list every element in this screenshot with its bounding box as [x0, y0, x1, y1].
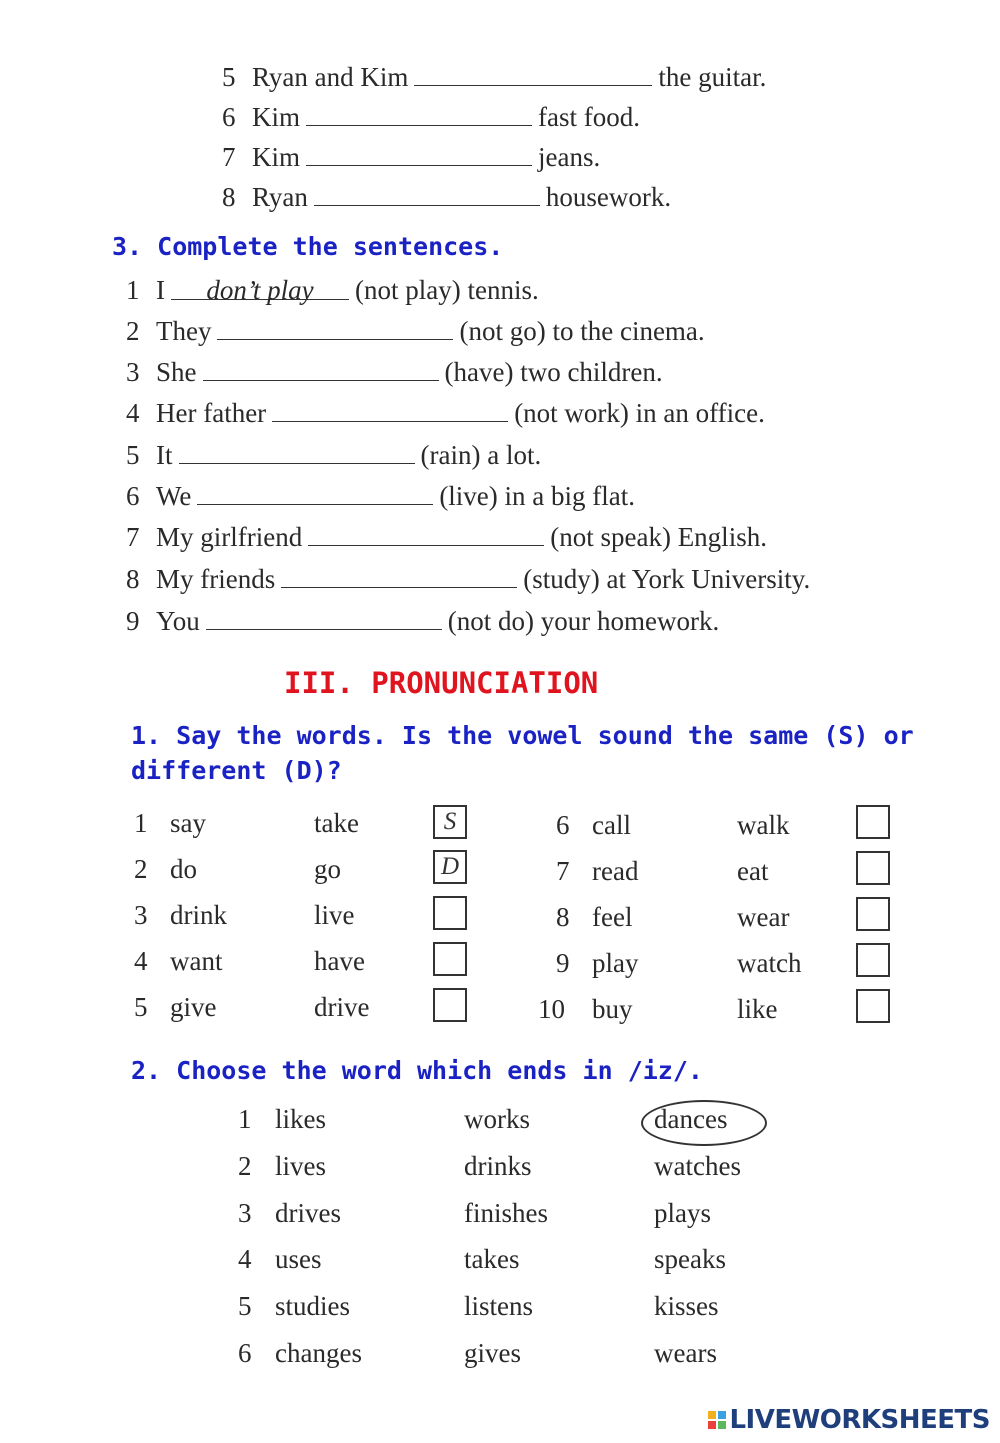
pron2-row-2: [238, 1151, 741, 1182]
pron2-row-4: [238, 1244, 726, 1275]
sentence-end: (not speak) English.: [550, 522, 767, 552]
pron2-row-3: [238, 1198, 711, 1229]
answer-blank[interactable]: [306, 103, 532, 126]
item-number: 4: [134, 946, 148, 976]
answer-blank[interactable]: [203, 358, 439, 381]
pron1-title-line1: 1. Say the words. Is the vowel sound the same (S) or: [131, 721, 914, 750]
sentence-start: We: [156, 481, 192, 511]
prev-item-7: [222, 142, 600, 173]
option-a[interactable]: drives: [275, 1198, 341, 1228]
sentence-start: I: [156, 275, 165, 305]
item-number: 10: [538, 994, 565, 1024]
word-1: drink: [170, 900, 227, 930]
sentence-end: (live) in a big flat.: [439, 481, 635, 511]
option-a[interactable]: studies: [275, 1291, 351, 1321]
pron1-title-line2: different (D)?: [131, 756, 342, 785]
pron2-row-1: [238, 1104, 728, 1135]
answer-blank[interactable]: [308, 523, 544, 546]
sentence-end: housework.: [545, 182, 672, 212]
option-a[interactable]: likes: [275, 1104, 326, 1134]
sentence-start: Ryan: [252, 182, 308, 212]
answer-blank[interactable]: [217, 317, 453, 340]
word-2: go: [314, 854, 341, 884]
option-b[interactable]: works: [464, 1104, 530, 1134]
prev-item-5: [222, 62, 766, 93]
answer-blank[interactable]: [414, 63, 652, 86]
pron1-row-5: [134, 992, 370, 1023]
item-number: 5: [134, 992, 148, 1022]
answer-box[interactable]: [856, 897, 890, 931]
item-number: 8: [556, 902, 570, 932]
item-number: 6: [556, 810, 570, 840]
pron1-row-3: [134, 900, 355, 931]
word-1: do: [170, 854, 197, 884]
word-1: call: [592, 810, 631, 840]
word-1: want: [170, 946, 223, 976]
item-number: 6: [126, 481, 140, 511]
logo-grid-icon: [708, 1411, 726, 1429]
word-2: wear: [737, 902, 790, 932]
word-2: take: [314, 808, 359, 838]
ex3-item-3: [126, 357, 663, 388]
sentence-start: My friends: [156, 564, 276, 594]
pron1-row-9: [556, 948, 802, 979]
ex3-item-2: [126, 316, 705, 347]
item-number: 3: [126, 357, 140, 387]
sentence-end: (not go) to the cinema.: [459, 316, 705, 346]
item-number: 8: [126, 564, 140, 594]
section-title: III. PRONUNCIATION: [284, 666, 599, 700]
item-number: 5: [222, 62, 236, 92]
pron2-title: 2. Choose the word which ends in /iz/.: [131, 1056, 703, 1085]
option-c[interactable]: kisses: [654, 1291, 719, 1321]
item-number: 5: [126, 440, 140, 470]
liveworksheets-logo: [708, 1405, 990, 1435]
pron1-row-4: [134, 946, 365, 977]
logo-text: LIVEWORKSHEETS: [729, 1405, 990, 1435]
sentence-end: the guitar.: [658, 62, 767, 92]
pron2-row-6: [238, 1338, 717, 1369]
item-number: 1: [134, 808, 148, 838]
sentence-start: You: [156, 606, 200, 636]
ex3-item-6: [126, 481, 635, 512]
word-1: buy: [592, 994, 633, 1024]
answer-blank[interactable]: [272, 399, 508, 422]
word-2: live: [314, 900, 355, 930]
item-number: 2: [126, 316, 140, 346]
option-b[interactable]: finishes: [464, 1198, 548, 1228]
answer-box[interactable]: [433, 896, 467, 930]
answer-box: D: [433, 850, 467, 884]
answer-blank[interactable]: [206, 607, 442, 630]
sentence-start: Kim: [252, 102, 301, 132]
ex3-item-5: [126, 440, 541, 471]
option-b[interactable]: drinks: [464, 1151, 532, 1181]
word-2: drive: [314, 992, 370, 1022]
option-a[interactable]: changes: [275, 1338, 362, 1368]
item-number: 6: [238, 1338, 252, 1368]
sentence-end: (rain) a lot.: [420, 440, 542, 470]
sentence-start: Her father: [156, 398, 267, 428]
answer-box[interactable]: [856, 943, 890, 977]
item-number: 3: [134, 900, 148, 930]
answer-box[interactable]: [856, 805, 890, 839]
word-1: read: [592, 856, 639, 886]
pron1-row-10: [538, 994, 778, 1025]
item-number: 1: [126, 275, 140, 305]
item-number: 2: [134, 854, 148, 884]
word-2: eat: [737, 856, 769, 886]
pron1-row-2: [134, 854, 341, 885]
option-b[interactable]: gives: [464, 1338, 521, 1368]
word-1: feel: [592, 902, 633, 932]
answer-blank[interactable]: [314, 183, 540, 206]
sentence-end: jeans.: [538, 142, 601, 172]
item-number: 8: [222, 182, 236, 212]
item-number: 4: [238, 1244, 252, 1274]
word-2: watch: [737, 948, 802, 978]
answer-example: don’t play: [171, 275, 349, 300]
pron1-row-8: [556, 902, 790, 933]
word-2: have: [314, 946, 365, 976]
pron1-row-7: [556, 856, 769, 887]
pron1-row-1: [134, 808, 359, 839]
item-number: 7: [556, 856, 570, 886]
sentence-start: Ryan and Kim: [252, 62, 409, 92]
sentence-start: It: [156, 440, 173, 470]
sentence-start: Kim: [252, 142, 301, 172]
answer-blank[interactable]: [179, 441, 415, 464]
word-1: say: [170, 808, 206, 838]
answer-blank[interactable]: [281, 565, 517, 588]
option-c[interactable]: watches: [654, 1151, 741, 1181]
answer-box[interactable]: [856, 989, 890, 1023]
word-2: walk: [737, 810, 790, 840]
item-number: 4: [126, 398, 140, 428]
prev-item-6: [222, 102, 640, 133]
item-number: 5: [238, 1291, 252, 1321]
ex3-title: 3. Complete the sentences.: [112, 232, 504, 261]
option-c[interactable]: dances: [654, 1104, 728, 1134]
sentence-start: She: [156, 357, 197, 387]
ex3-item-8: [126, 564, 810, 595]
item-number: 3: [238, 1198, 252, 1228]
word-1: give: [170, 992, 217, 1022]
sentence-end: (have) two children.: [444, 357, 663, 387]
option-a[interactable]: lives: [275, 1151, 326, 1181]
answer-box[interactable]: [856, 851, 890, 885]
sentence-end: (study) at York University.: [523, 564, 811, 594]
sentence-end: (not do) your homework.: [447, 606, 720, 636]
item-number: 2: [238, 1151, 252, 1181]
pron1-row-6: [556, 810, 790, 841]
item-number: 9: [126, 606, 140, 636]
item-number: 6: [222, 102, 236, 132]
option-c[interactable]: plays: [654, 1198, 711, 1228]
option-c[interactable]: speaks: [654, 1244, 726, 1274]
answer-blank[interactable]: [306, 143, 532, 166]
ex3-item-1: [126, 275, 539, 306]
option-c[interactable]: wears: [654, 1338, 717, 1368]
answer-blank[interactable]: [197, 482, 433, 505]
ex3-item-7: [126, 522, 767, 553]
sentence-start: My girlfriend: [156, 522, 303, 552]
item-number: 7: [126, 522, 140, 552]
sentence-end: fast food.: [538, 102, 640, 132]
sentence-start: They: [156, 316, 212, 346]
ex3-item-4: [126, 398, 765, 429]
answer-box[interactable]: [433, 942, 467, 976]
prev-item-8: [222, 182, 671, 213]
option-a[interactable]: uses: [275, 1244, 322, 1274]
word-1: play: [592, 948, 639, 978]
option-b[interactable]: takes: [464, 1244, 520, 1274]
item-number: 9: [556, 948, 570, 978]
answer-box[interactable]: [433, 988, 467, 1022]
sentence-end: (not work) in an office.: [514, 398, 765, 428]
pron2-row-5: [238, 1291, 719, 1322]
ex3-item-9: [126, 606, 719, 637]
answer-box: S: [433, 805, 467, 839]
item-number: 7: [222, 142, 236, 172]
option-b[interactable]: listens: [464, 1291, 534, 1321]
sentence-end: (not play) tennis.: [355, 275, 539, 305]
item-number: 1: [238, 1104, 252, 1134]
word-2: like: [737, 994, 778, 1024]
